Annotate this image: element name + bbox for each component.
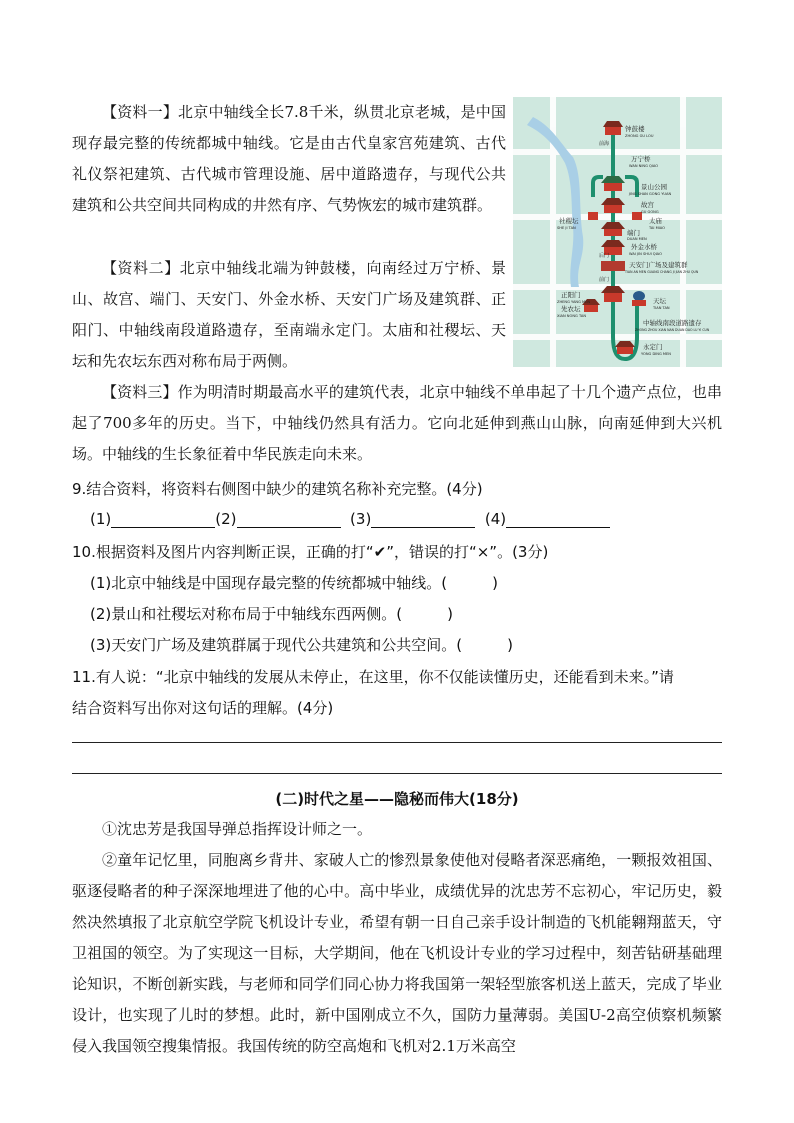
question-10-item-3: (3)天安门广场及建筑群属于现代公共建筑和公共空间。( ) bbox=[90, 636, 513, 654]
label-zhonggulou: 钟鼓楼 bbox=[625, 125, 645, 133]
label-shejitan-py: SHE JI TAN bbox=[557, 226, 576, 230]
building-guangchang bbox=[601, 261, 625, 271]
material-1-text: 北京中轴线全长7.8千米，纵贯北京老城，是中国现存最完整的传统都城中轴线。它是由古代皇家宫苑建筑、古代礼仪祭祀建筑、古代城市管理设施、居中道路遗存，与现代公共建筑和公共空间共同构成的井然有序、气势恢宏的城市建筑群。 bbox=[72, 103, 506, 214]
label-xiannongtan-py: XIAN NONG TAN bbox=[557, 314, 587, 318]
material-3-text: 作为明清时期最高水平的建筑代表，北京中轴线不单串起了十几个遗产点位，也串起了700多年的历史。当下，中轴线仍然具有活力。它向北延伸到燕山山脉，向南延伸到大兴机场。中轴线的生长象征着中华民族走向未来。 bbox=[72, 383, 722, 463]
label-zhengyangmen: 正阳门 bbox=[561, 291, 581, 299]
label-nanduan-py: ZHONG ZHOU XIAN NAN DUAN DAO LU YI CUN bbox=[635, 328, 710, 332]
blank-1[interactable] bbox=[111, 511, 215, 528]
blank-3[interactable] bbox=[371, 511, 475, 528]
central-axis-map bbox=[513, 97, 722, 367]
label-guangchang: 天安门广场及建筑群 bbox=[629, 261, 688, 269]
label-yongdingmen-py: YONG DING MEN bbox=[641, 352, 671, 356]
section-title: (二)时代之星——隐秘而伟大(18分) bbox=[275, 790, 519, 808]
blank-2[interactable] bbox=[237, 511, 341, 528]
question-9-blanks bbox=[90, 510, 610, 528]
question-10: 10.根据资料及图片内容判断正误，正确的打“✔”，错误的打“×”。(3分) bbox=[72, 543, 549, 561]
label-waijinshuiqiao: 外金水桥 bbox=[631, 243, 657, 251]
label-tiantan-py: TIAN TAN bbox=[653, 306, 670, 310]
material-2-text: 北京中轴线北端为钟鼓楼，向南经过万宁桥、景山、故宫、端门、天安门、外金水桥、天安门广场及建筑群、正阳门、中轴线南段道路遗存，至南端永定门。太庙和社稷坛、天坛和先农坛东西对称布局于两侧。 bbox=[72, 259, 506, 370]
blank-4-label: (4) bbox=[484, 510, 507, 528]
question-11-line-1: 11.有人说：“北京中轴线的发展从未停止，在这里，你不仅能读懂历史，还能看到未来。”请 bbox=[72, 668, 674, 686]
passage-p2-text: ②童年记忆里，同胞离乡背井、家破人亡的惨烈景象使他对侵略者深恶痛绝，一颗报效祖国、驱逐侵略者的种子深深地埋进了他的心中。高中毕业，成绩优异的沈忠芳不忘初心，牢记历史，毅然决然填报了北京航空学院飞机设计专业，希望有朝一日自己亲手设计制造的飞机能翱翔蓝天，守卫祖国的领空。为了实现这一目标，大学期间，他在飞机设计专业的学习过程中，刻苦钻研基础理论知识，不断创新实践，与老师和同学们同心协力将我国第一架轻型旅客机送上蓝天，完成了毕业设计，也实现了儿时的梦想。此时，新中国刚成立不久，国防力量薄弱。美国U-2高空侦察机频繁侵入我国领空搜集情报。我国传统的防空高炮和飞机对2.1万米高空 bbox=[72, 851, 722, 1055]
question-10-item-1: (1)北京中轴线是中国现存最完整的传统都城中轴线。( ) bbox=[90, 574, 498, 592]
blank-2-label: (2) bbox=[215, 510, 237, 528]
label-small-3: 前门 bbox=[599, 277, 610, 283]
label-shejitan: 社稷坛 bbox=[559, 217, 579, 225]
label-wanningqiao: 万宁桥 bbox=[631, 155, 651, 163]
label-xiannongtan: 先农坛 bbox=[561, 305, 581, 313]
material-1-tag: 【资料一】 bbox=[102, 103, 179, 121]
label-taimiao-py: TAI MIAO bbox=[649, 226, 665, 230]
building-shejitan bbox=[588, 212, 598, 220]
question-10-item-2: (2)景山和社稷坛对称布局于中轴线东西两侧。( ) bbox=[90, 605, 453, 623]
blank-1-label: (1) bbox=[90, 510, 112, 528]
material-2-paragraph bbox=[72, 253, 506, 377]
answer-line-2[interactable] bbox=[72, 773, 722, 774]
passage-p1-text: ①沈忠芳是我国导弹总指挥设计师之一。 bbox=[102, 820, 373, 838]
building-tiantan bbox=[632, 291, 646, 306]
label-yongdingmen: 永定门 bbox=[643, 343, 663, 351]
question-9: 9.结合资料，将资料右侧图中缺少的建筑名称补充完整。(4分) bbox=[72, 480, 483, 498]
material-2-tag: 【资料二】 bbox=[102, 259, 180, 277]
material-1-paragraph bbox=[72, 97, 506, 221]
passage-paragraph-1 bbox=[72, 814, 722, 845]
label-zhonggulou-py: ZHONG GU LOU bbox=[625, 134, 654, 138]
blank-3-label: (3) bbox=[350, 510, 372, 528]
label-tiantan: 天坛 bbox=[653, 297, 666, 305]
label-gugong-py: GU GONG bbox=[641, 210, 659, 214]
passage-paragraph-2 bbox=[72, 845, 722, 1062]
label-duanmen: 端门 bbox=[627, 229, 640, 237]
label-zhengyangmen-py: ZHENG YANG MEN bbox=[557, 300, 591, 304]
label-small-1: 前海 bbox=[599, 141, 610, 147]
label-wanningqiao-py: WAN NING QIAO bbox=[629, 164, 659, 168]
answer-line-1[interactable] bbox=[72, 742, 722, 743]
question-11-line-2: 结合资料写出你对这句话的理解。(4分) bbox=[72, 699, 334, 717]
label-duanmen-py: DUAN MEN bbox=[627, 237, 647, 241]
material-3-tag: 【资料三】 bbox=[102, 383, 178, 401]
label-gugong: 故宫 bbox=[641, 201, 654, 209]
blank-4[interactable] bbox=[506, 511, 610, 528]
building-zhonggulou bbox=[603, 121, 623, 135]
label-guangchang-py: TIAN AN MEN GUANG CHANG JI JIAN ZHU QUN bbox=[625, 270, 699, 274]
label-jingshan-py: JING SHAN GONG YUAN bbox=[629, 192, 672, 196]
label-taimiao: 太庙 bbox=[649, 217, 662, 225]
material-3-paragraph bbox=[72, 377, 722, 470]
label-waijinshuiqiao-py: WAI JIN SHUI QIAO bbox=[629, 252, 662, 256]
label-jingshan: 景山公园 bbox=[641, 183, 667, 191]
label-nanduan: 中轴线南段道路遗存 bbox=[643, 319, 702, 327]
label-small-2: 后门 bbox=[599, 253, 610, 259]
